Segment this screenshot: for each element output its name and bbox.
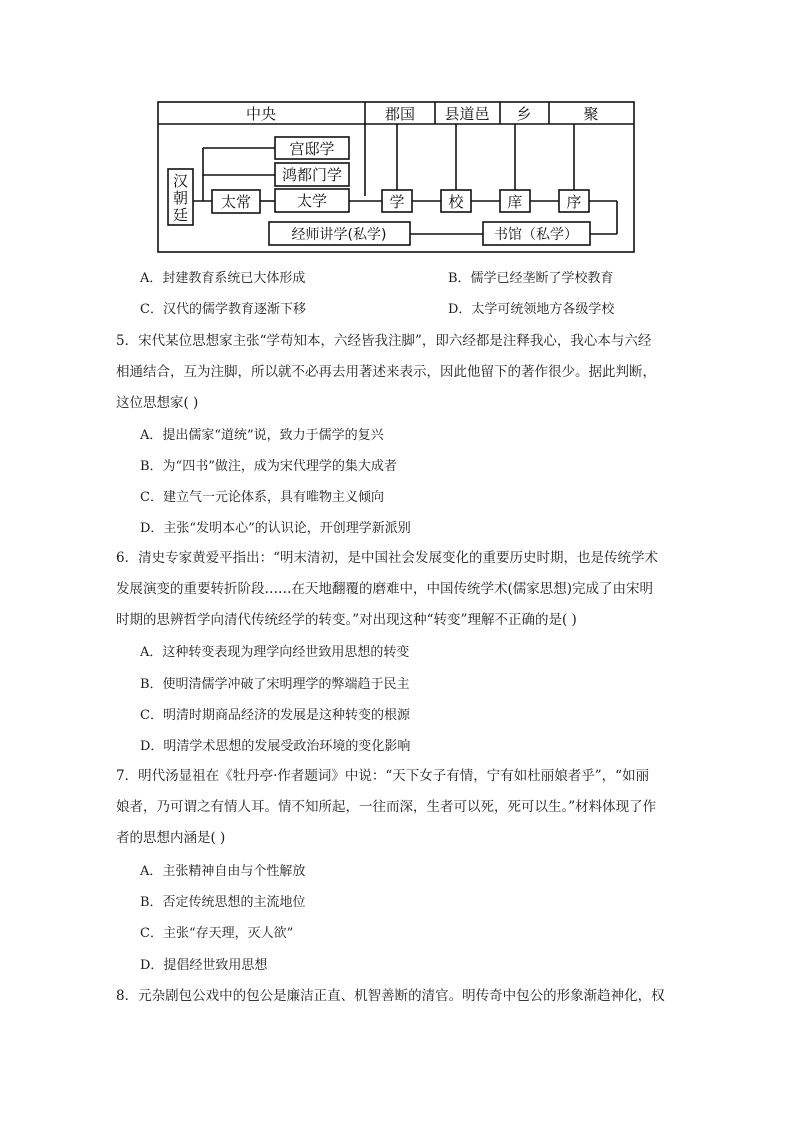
question-5-stem [116, 326, 686, 419]
q6-option-b: B．使明清儒学冲破了宋明理学的弊端趋于民主 [140, 677, 410, 692]
question-7-stem [116, 761, 686, 854]
xue-label: 学 [389, 193, 405, 211]
q5-line: 相通结合，互为注脚，所以就不必再去用著述来表示，因此他留下的著作很少。据此判断， [116, 364, 656, 380]
private-lecture-label: 经师讲学(私学) [291, 227, 387, 243]
q5-line: 这位思想家( ) [116, 395, 199, 411]
q4-option-b: B．儒学已经垄断了学校教育 [448, 271, 614, 286]
q5-option-d: D．主张“发明本心”的认识论，开创理学新派别 [140, 521, 411, 536]
palace-school-label: 宫邸学 [289, 140, 335, 158]
q7-option-c: C．主张“存天理，灭人欲” [140, 926, 294, 941]
court-char-2: 朝 [172, 189, 189, 207]
hongdu-school-label: 鸿都门学 [281, 166, 343, 184]
header-central: 中央 [245, 105, 277, 123]
court-char-1: 汉 [172, 172, 189, 190]
q6-line: 发展演变的重要转折阶段……在天地翻覆的磨难中，中国传统学术(儒家思想)完成了由宋明 [116, 581, 654, 597]
education-system-diagram [157, 101, 635, 253]
diagram-svg [157, 101, 635, 253]
taixue-label: 太学 [296, 192, 328, 210]
q7-option-a: A．主张精神自由与个性解放 [140, 864, 306, 879]
q6-option-d: D．明清学术思想的发展受政治环境的变化影响 [140, 739, 411, 754]
q5-line: 5．宋代某位思想家主张“学苟知本，六经皆我注脚”，即六经都是注释我心，我心本与六经 [116, 333, 652, 349]
xu-label: 序 [566, 193, 582, 211]
minister-label: 太常 [220, 193, 252, 211]
q7-option-b: B．否定传统思想的主流地位 [140, 895, 306, 910]
q6-option-c: C．明清时期商品经济的发展是这种转变的根源 [140, 708, 410, 723]
q7-line: 7．明代汤显祖在《牡丹亭·作者题词》中说：“天下女子有情，宁有如杜丽娘者乎”，“如丽 [116, 768, 650, 784]
q4-option-d: D．太学可统领地方各级学校 [448, 302, 615, 317]
q6-option-a: A．这种转变表现为理学向经世致用思想的转变 [140, 645, 410, 660]
shuguan-label: 书馆（私学） [494, 227, 578, 243]
q4-option-c: C．汉代的儒学教育逐渐下移 [140, 302, 306, 317]
question-8-stem [116, 981, 686, 1012]
q5-option-a: A．提出儒家“道统”说，致力于儒学的复兴 [140, 428, 384, 443]
court-char-3: 廷 [172, 206, 189, 224]
q6-line: 6．清史专家黄爱平指出：“明末清初，是中国社会发展变化的重要历史时期，也是传统学术 [116, 550, 658, 566]
q7-line: 娘者，乃可谓之有情人耳。情不知所起，一往而深，生者可以死，死可以生。”材料体现了作 [116, 799, 657, 815]
header-county: 县道邑 [444, 105, 490, 123]
question-6-stem [116, 543, 686, 636]
q6-line: 时期的思辨哲学向清代传统经学的转变。”对出现这种“转变”理解不正确的是( ) [116, 612, 577, 628]
q5-option-b: B．为“四书”做注，成为宋代理学的集大成者 [140, 459, 397, 474]
xiang-label: 庠 [507, 193, 523, 211]
q7-option-d: D．提倡经世致用思想 [140, 958, 268, 973]
header-township: 乡 [516, 105, 532, 123]
header-village: 聚 [583, 105, 599, 123]
header-prefecture: 郡国 [384, 105, 416, 123]
xiao-label: 校 [448, 193, 464, 211]
q4-option-a: A．封建教育系统已大体形成 [140, 271, 306, 286]
q5-option-c: C．建立气一元论体系，具有唯物主义倾向 [140, 490, 384, 505]
q8-line: 8．元杂剧包公戏中的包公是廉洁正直、机智善断的清官。明传奇中包公的形象渐趋神化，权 [116, 988, 665, 1004]
q7-line: 者的思想内涵是( ) [116, 830, 226, 846]
